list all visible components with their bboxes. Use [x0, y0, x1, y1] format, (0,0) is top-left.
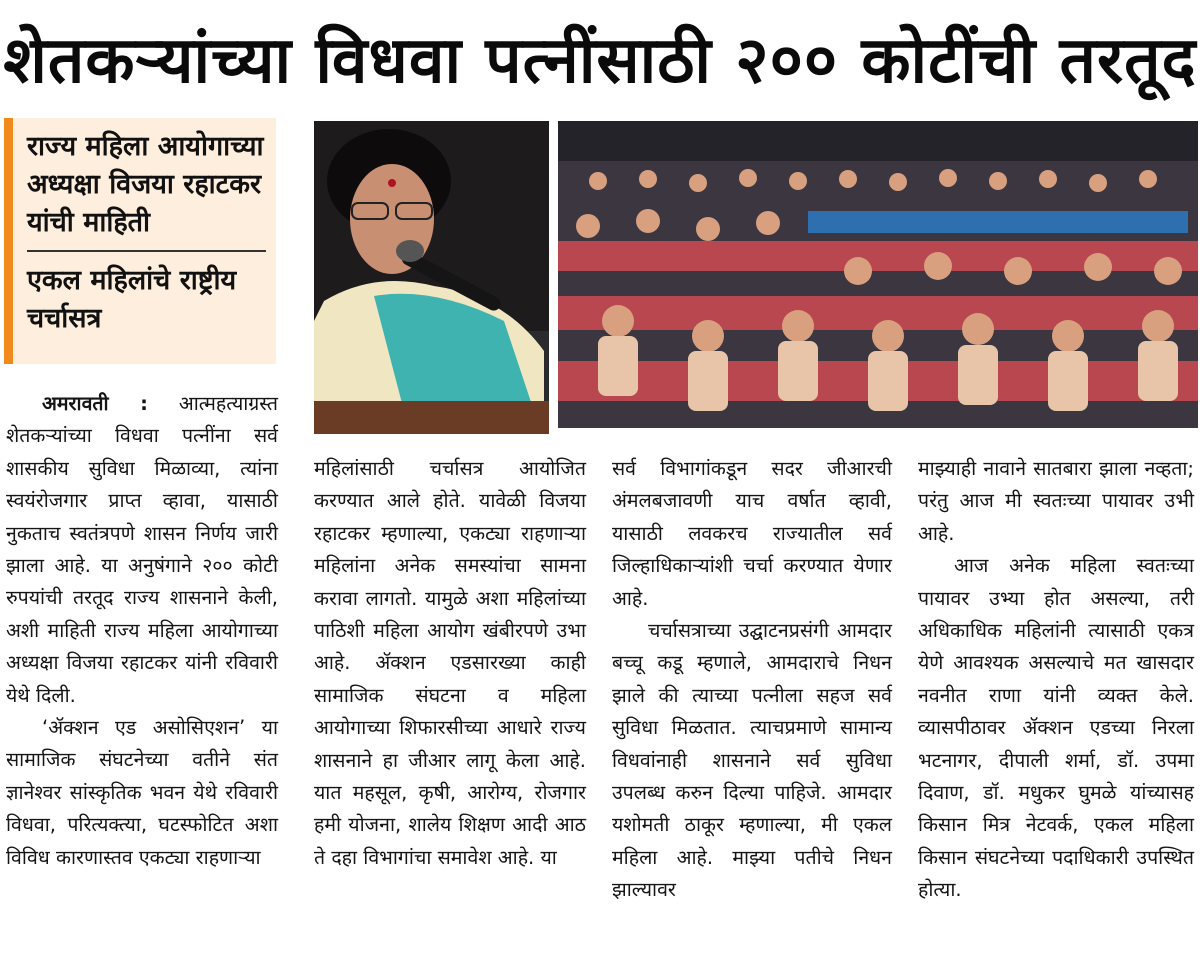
- column-1-paragraph-2: ‘ॲक्शन एड असोसिएशन’ या सामाजिक संघटनेच्या वतीने संत ज्ञानेश्वर सांस्कृतिक भवन येथे रविवारी विधवा, परित्यक्त्या, घटस्फोटित अशा विविध कारणास्तव एकट्या राहणाऱ्या: [6, 716, 278, 869]
- column-4-paragraph-2: आज अनेक महिला स्वतःच्या पायावर उभ्या होत असल्या, तरी अधिकाधिक महिलांनी त्यासाठी एकत्र येणे आवश्यक असल्याचे मत खासदार नवनीत राणा यांनी व्यक्त केले. व्यासपीठावर ॲक्शन एडच्या निरला भटनागर, दीपाली शर्मा, डॉ. उपमा दिवाण, डॉ. मधुकर घुमळे यांच्यासह किसान मित्र नेटवर्क, एकल महिला किसान संघटनेच्या पदाधिकारी उपस्थित होत्या.: [918, 554, 1194, 902]
- subheading-divider: [27, 250, 266, 252]
- audience-illustration: [558, 121, 1198, 428]
- headline: शेतकऱ्यांच्या विधवा पत्नींसाठी २०० कोटींची तरतूद: [3, 24, 1197, 98]
- subheading-first: राज्य महिला आयोगाच्या अध्यक्षा विजया रहाटकर यांची माहिती: [27, 131, 264, 238]
- column-4-paragraph-1: माझ्याही नावाने सातबारा झाला नव्हता; परंतु आज मी स्वतःच्या पायावर उभी आहे.: [918, 457, 1194, 545]
- column-3-paragraph-1: सर्व विभागांकडून सदर जीआरची अंमलबजावणी याच वर्षात व्हावी, यासाठी लवकरच राज्यातील सर्व जिल्हाधिकाऱ्यांशी चर्चा करण्यात येणार आहे.: [612, 457, 892, 610]
- speaker-photo: [314, 121, 549, 434]
- column-1-paragraph-1: आत्महत्याग्रस्त शेतकऱ्यांच्या विधवा पत्नींना सर्व शासकीय सुविधा मिळाव्या, त्यांना स्वयंरोजगार प्राप्त व्हावा, यासाठी नुकताच स्वतंत्रपणे शासन निर्णय जारी झाला आहे. या अनुषंगाने २०० कोटी रुपयांची तरतूद राज्य शासनाने केली, अशी माहिती राज्य महिला आयोगाच्या अध्यक्षा विजया रहाटकर यांनी रविवारी येथे दिली.: [6, 392, 278, 707]
- column-3-paragraph-2: चर्चासत्राच्या उद्घाटनप्रसंगी आमदार बच्चू कडू म्हणाले, आमदाराचे निधन झाले की त्याच्या पत्नीला सहज सर्व सुविधा मिळतात. त्याचप्रमाणे सामान्य विधवांनाही शासनाने सर्व सुविधा उपलब्ध करुन दिल्या पाहिजे. आमदार यशोमती ठाकूर म्हणाल्या, मी एकल महिला आहे. माझ्या पतीचे निधन झाल्यावर: [612, 619, 892, 902]
- article-column-1: [6, 388, 278, 874]
- speaker-illustration: [314, 121, 549, 434]
- article-column-2: [314, 453, 586, 874]
- article-column-3: [612, 453, 892, 907]
- column-2-paragraph-1: महिलांसाठी चर्चासत्र आयोजित करण्यात आले होते. यावेळी विजया रहाटकर म्हणाल्या, एकट्या राहणाऱ्या महिलांना अनेक समस्यांचा सामना करावा लागतो. यामुळे अशा महिलांच्या पाठिशी महिला आयोग खंबीरपणे उभा आहे. ॲक्शन एडसारख्या काही सामाजिक संघटना व महिला आयोगाच्या शिफारसीच्या आधारे राज्य शासनाने हा जीआर लागू केला आहे. यात महसूल, कृषी, आरोग्य, रोजगार हमी योजना, शालेय शिक्षण आदी आठ ते दहा विभागांचा समावेश आहे. या: [314, 457, 586, 869]
- subheading-second: एकल महिलांचे राष्ट्रीय चर्चासत्र: [27, 265, 237, 334]
- article-column-4: [918, 453, 1194, 907]
- dateline: अमरावती :: [42, 392, 148, 415]
- subheading-box: [4, 118, 276, 364]
- audience-photo: [558, 121, 1198, 428]
